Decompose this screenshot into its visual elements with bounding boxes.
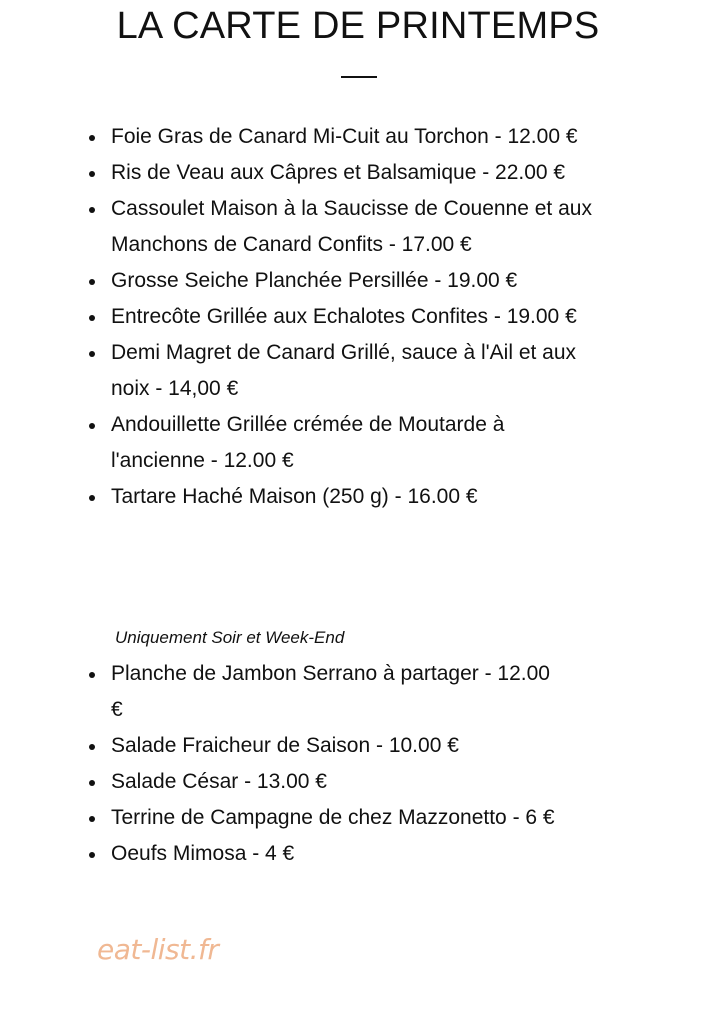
menu-list xyxy=(0,119,660,515)
menu-item: Terrine de Campagne de chez Mazzonetto - 6 € xyxy=(0,800,651,836)
menu-item: Salade Fraicheur de Saison - 10.00 € xyxy=(0,728,641,764)
menu-item: Demi Magret de Canard Grillé, sauce à l'Ail et aux noix - 14,00 € xyxy=(0,335,611,407)
menu-item: Cassoulet Maison à la Saucisse de Couenne et aux Manchons de Canard Confits - 17.00 € xyxy=(0,191,641,263)
menu-item: Entrecôte Grillée aux Echalotes Confites - 19.00 € xyxy=(0,299,641,335)
title-divider xyxy=(341,76,377,78)
menu-item: Oeufs Mimosa - 4 € xyxy=(0,836,641,872)
page-title: LA CARTE DE PRINTEMPS xyxy=(116,5,600,47)
evening-menu-list xyxy=(0,656,660,872)
menu-item: Ris de Veau aux Câpres et Balsamique - 22.00 € xyxy=(0,155,671,191)
menu-item: Planche de Jambon Serrano à partager - 12.00 € xyxy=(0,656,561,728)
menu-item: Salade César - 13.00 € xyxy=(0,764,641,800)
menu-item: Andouillette Grillée crémée de Moutarde à l'ancienne - 12.00 € xyxy=(0,407,586,479)
menu-item: Grosse Seiche Planchée Persillée - 19.00 € xyxy=(0,263,671,299)
section-note: Uniquement Soir et Week-End xyxy=(115,628,345,647)
menu-item: Foie Gras de Canard Mi-Cuit au Torchon - 12.00 € xyxy=(0,119,641,155)
menu-item: Tartare Haché Maison (250 g) - 16.00 € xyxy=(0,479,641,515)
watermark-logo: eat-list.fr xyxy=(97,933,219,966)
